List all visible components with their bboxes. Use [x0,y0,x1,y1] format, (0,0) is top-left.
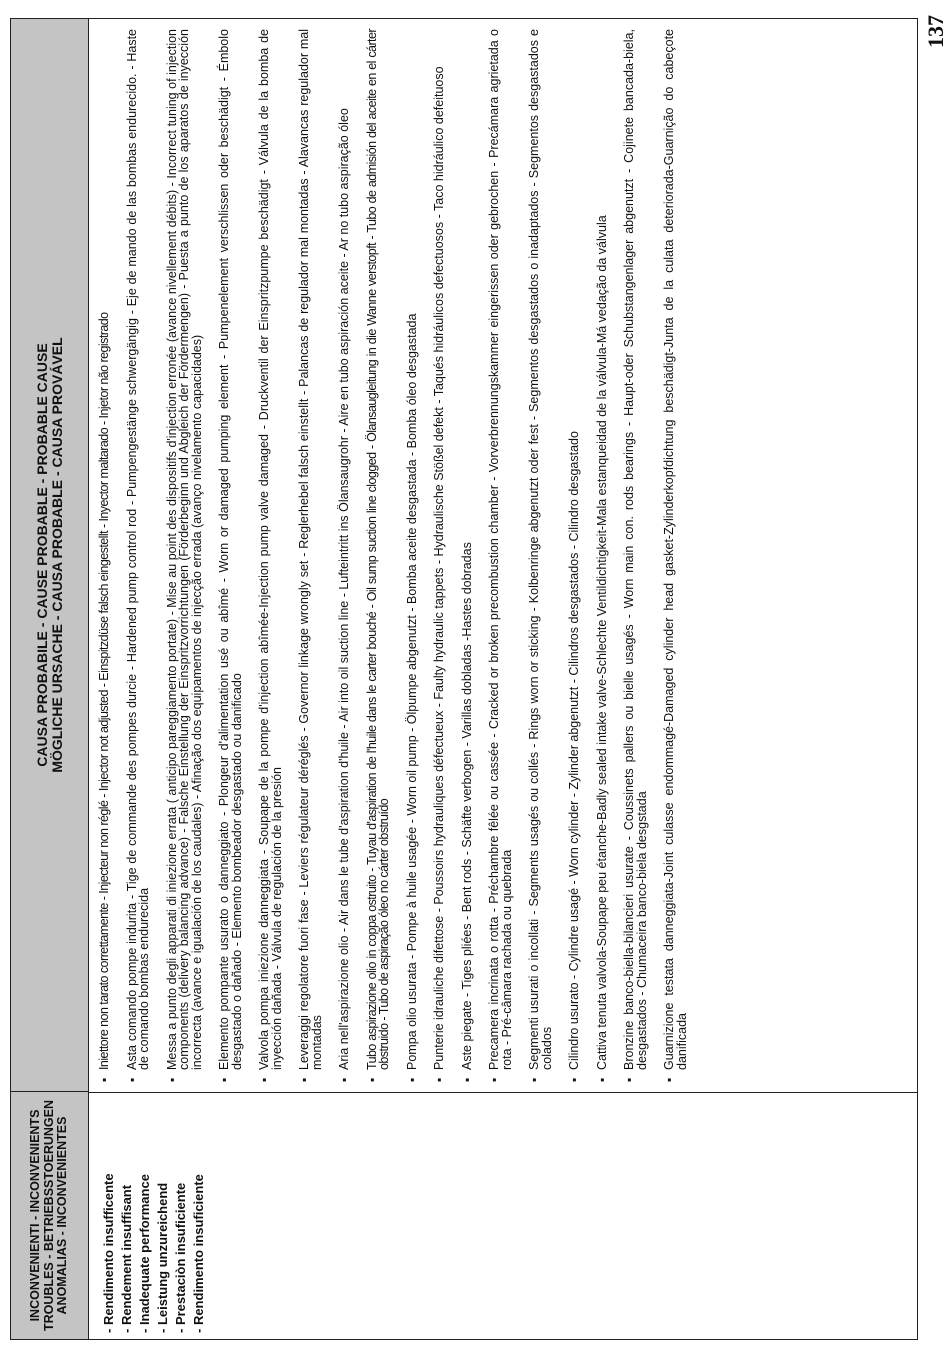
bullet-icon: ▪ [404,1077,419,1082]
cause-item [596,29,609,1082]
cause-text: Iniettore non tarato correttamente - Injecteur non réglé - Injector not adjusted - Einspitzdüse falsch eingestellt - Inyector maltarado - Injetor não registrado [97,312,111,1070]
bullet-icon: ▪ [97,1077,111,1082]
cause-item [98,29,111,1082]
bullet-icon: ▪ [257,1077,271,1082]
cause-text: Cattiva tenuta valvola-Soupape peu étanche-Badly sealed intake valve-Schlechte Ventildichtigkeit-Mala estanqueidad de la válvula-Má vedação da válvula [594,215,609,1070]
symptoms-header [11,1091,88,1339]
cause-text: Cilindro usurato - Cylindre usagé - Worn cylinder - Zylinder abgenutzt - Cilindros desgastados - Cilindro desgastado [567,431,581,1070]
bullet-icon: ▪ [124,1077,139,1082]
troubleshooting-table [10,18,918,1340]
cause-item [166,29,204,1082]
bullet-icon: ▪ [527,1077,541,1082]
symptom-item: - Inadequate performance [137,1174,152,1333]
cause-list [89,19,917,1092]
causes-header [11,19,88,1091]
cause-text: Precamera incrinata o rotta - Préchambre fêlée ou cassée - Cracked or broken precombustion chamber - Vorverbrennungskammer eingerissen oder gebrochen - Precámara agrietada o rota - Pré-câmara rachada ou quebrada [487,29,514,1070]
cause-text: Elemento pompante usurato o danneggiato - Plongeur d'alimentation usé ou abîmé - Worn or damaged pumping element - Pumpenelement verschlissen oder beschädigt - Émbolo desgastado o dañado - Elemento bombeador desgastado ou danificado [217,29,244,1070]
symptom-list [89,1092,917,1339]
cause-item [406,29,419,1082]
bullet-icon: ▪ [364,1077,379,1082]
table-body [89,19,917,1339]
symptom-item: - Rendimento insufficente [101,1173,116,1333]
bullet-icon: ▪ [567,1077,581,1082]
bullet-icon: ▪ [487,1077,501,1082]
cause-text: Tubo aspirazione olio in coppa ostruito - Tuyau d'aspiration de l'huile dans le carter bouché - Oil sump suction line clogged - Ölansaugleitung in die Wanne verstopft - Tubo de admisión del aceite en el cárter obstruido - Tubo de aspiração óleo no cárter obstruído [364,29,391,1070]
cause-item [258,29,283,1082]
symptoms-header-line: INCONVENIENTI - INCONVENIENTS [28,1109,43,1322]
cause-item [126,29,151,1082]
causes-header-line: CAUSA PROBABILE - CAUSE PROBABLE - PROBABLE CAUSE [33,343,50,767]
cause-text: Punterie idrauliche difettose - Poussoirs hydrauliques défectueux - Faulty hydraulic tappets - Hydraulische Stößel defekt - Taqués hidráulicos defectuosos - Taco hidráulico defeituoso [432,66,446,1070]
symptoms-header-line: ANOMALIAS - INCONVENIENTES [55,1116,70,1315]
bullet-icon: ▪ [432,1077,446,1082]
cause-item [298,29,323,1082]
bullet-icon: ▪ [622,1077,636,1082]
symptoms-header-line: TROUBLES - BETRIEBSSTOERUNGEN [41,1099,56,1332]
symptom-item: - Rendimento insuficiente [191,1174,206,1333]
cause-text: Leveraggi regolatore fuori fase - Leviers régulateur déréglés - Governor linkage wrongly set - Reglerhebel falsch einstellt - Palancas de regulador mal montadas - Alavancas regulador mal montadas [297,29,324,1070]
bullet-icon: ▪ [297,1077,311,1082]
cause-text: Aste piegate - Tiges pliées - Bent rods - Schäfte verbogen - Varillas dobladas -Hastes dobradas [459,542,474,1070]
cause-item [461,29,474,1082]
cause-text: Asta comando pompe indurita - Tige de commande des pompes durcie - Hardened pump control rod - Pumpengestänge schwergängig - Eje de mando de las bombas endurecido. - Haste de comando bombas endurecida [124,29,151,1070]
table-header [11,19,89,1339]
bullet-icon: ▪ [594,1077,609,1082]
cause-text: Bronzine banco-biella-bilancieri usurate - Coussinets pallers ou bielle usagés - Worn main con. rods bearings - Haupt-oder Schubstangenlager abgenutzt - Cojinete bancada-biela, desgastados - Chumaceira banco-biela desgstada [622,29,649,1070]
cause-item [218,29,243,1082]
cause-text: Valvola pompa iniezione danneggiata - Soupape de la pompe d'injection abîmée-Injection pump valve damaged - Druckventil der Einspritzpumpe beschädigt - Válvula de la bomba de inyección dañada - Válvula de regulación de la presión [257,29,284,1070]
cause-text: Guarnizione testata danneggiata-Joint culasse endommagé-Damaged cylinder head gasket-Zylinderkopfdichtung beschädigt-Junta de la culata deteriorada-Guarnição do cabeçote danificada [662,29,689,1070]
symptom-item: - Rendement insuffisant [119,1184,134,1333]
cause-text: Aria nell'aspirazione olio - Air dans le tube d'aspiration d'huile - Air into oil suction line - Lufteintritt ins Ölansaugrohr - Aire en tubo aspiración aceite - Ar no tubo aspiração óleo [337,108,351,1070]
cause-item [433,29,446,1082]
bullet-icon: ▪ [459,1077,474,1082]
bullet-icon: ▪ [217,1077,231,1082]
cause-text: Segmenti usurati o incollati - Segments usagés ou collés - Rings worn or sticking - Kolbenringe abgenutzt oder fest - Segmentos desgastados o inadaptados - Segmentos desgastados e colados [527,29,554,1070]
symptom-item: - Leistung unzureichend [155,1182,170,1333]
cause-item [366,29,391,1082]
cause-item [528,29,553,1082]
symptom-item: - Prestaciòn insuficiente [173,1182,188,1333]
cause-text: Pompa olio usurata - Pompe à huile usagée - Worn oil pump - Ölpumpe abgenutzt - Bomba aceite desgastada - Bomba óleo desgastada [404,313,419,1070]
rotated-page [10,18,918,1340]
cause-item [663,29,688,1082]
page-number: 137 [923,15,948,49]
cause-text: Messa a punto degli apparati di iniezione errata ( anticipo pareggiamento portate) - Mise au point des dispositifs d'injection erronée (avance nivellement débits) - Incorrect tuning of injection components (delivery balancing advance) - Falsche Einstellung der Einspritzvorrichtungen (Förderbeginn und Abgleich der Fördermengen) - Puesta a punto de los aparatos de inyección incorrecta (avance e igualación de los caudales) - Afinação dos equipamentos de injecção errada (avanço nivelamento capacidades) [164,29,204,1070]
cause-item [568,29,581,1082]
cause-item [623,29,648,1082]
bullet-icon: ▪ [164,1077,179,1082]
bullet-icon: ▪ [337,1077,351,1082]
cause-item [488,29,513,1082]
cause-item [338,29,351,1082]
causes-header-line: MÖGLICHE URSACHE - CAUSA PROBABLE - CAUSA PROVÁVEL [48,337,65,773]
bullet-icon: ▪ [662,1077,676,1082]
